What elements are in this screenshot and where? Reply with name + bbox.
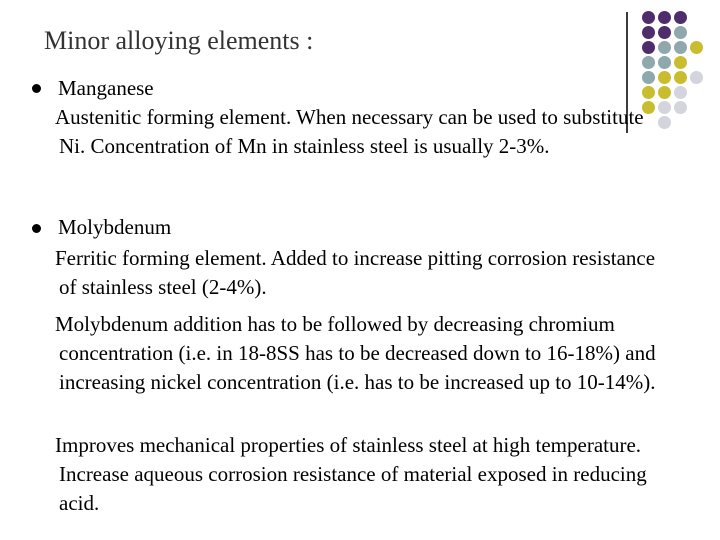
- decorative-dot: [674, 56, 687, 69]
- decorative-dot: [642, 41, 655, 54]
- decorative-dot: [674, 41, 687, 54]
- section-heading: Molybdenum: [58, 215, 172, 239]
- decorative-dot: [658, 86, 671, 99]
- decorative-dot: [658, 26, 671, 39]
- decorative-dot: [674, 101, 687, 114]
- decorative-dot: [642, 26, 655, 39]
- decorative-dot: [690, 71, 703, 84]
- decorative-dot: [674, 26, 687, 39]
- decorative-dot: [674, 71, 687, 84]
- section-paragraph: Ferritic forming element. Added to increase pitting corrosion resistance of stainless steel (2-4%).: [55, 246, 656, 299]
- decorative-dot: [642, 71, 655, 84]
- decorative-dot: [658, 11, 671, 24]
- decorative-dot: [658, 41, 671, 54]
- decorative-dot: [658, 71, 671, 84]
- decorative-dot: [658, 56, 671, 69]
- bullet-dot: [32, 224, 41, 233]
- slide-title: Minor alloying elements :: [44, 26, 314, 55]
- decorative-dot: [642, 11, 655, 24]
- decorative-dot: [690, 41, 703, 54]
- decorative-dot: [674, 11, 687, 24]
- section-heading: Manganese: [58, 76, 154, 100]
- bullet-dot: [32, 84, 41, 93]
- decorative-dot: [674, 86, 687, 99]
- section-paragraph: Austenitic forming element. When necessary can be used to substitute Ni. Concentration of Mn in stainless steel is usually 2-3%.: [55, 105, 644, 158]
- section-paragraph: Improves mechanical properties of stainless steel at high temperature. Increase aqueous corrosion resistance of material exposed in reducing acid.: [55, 433, 647, 515]
- decorative-dot: [642, 86, 655, 99]
- decorative-dot: [642, 56, 655, 69]
- section-paragraph: Molybdenum addition has to be followed by decreasing chromium concentration (i.e. in 18-8SS has to be decreased down to 16-18%) and increasing nickel concentration (i.e. has to be increased up to 10-14%).: [55, 312, 656, 394]
